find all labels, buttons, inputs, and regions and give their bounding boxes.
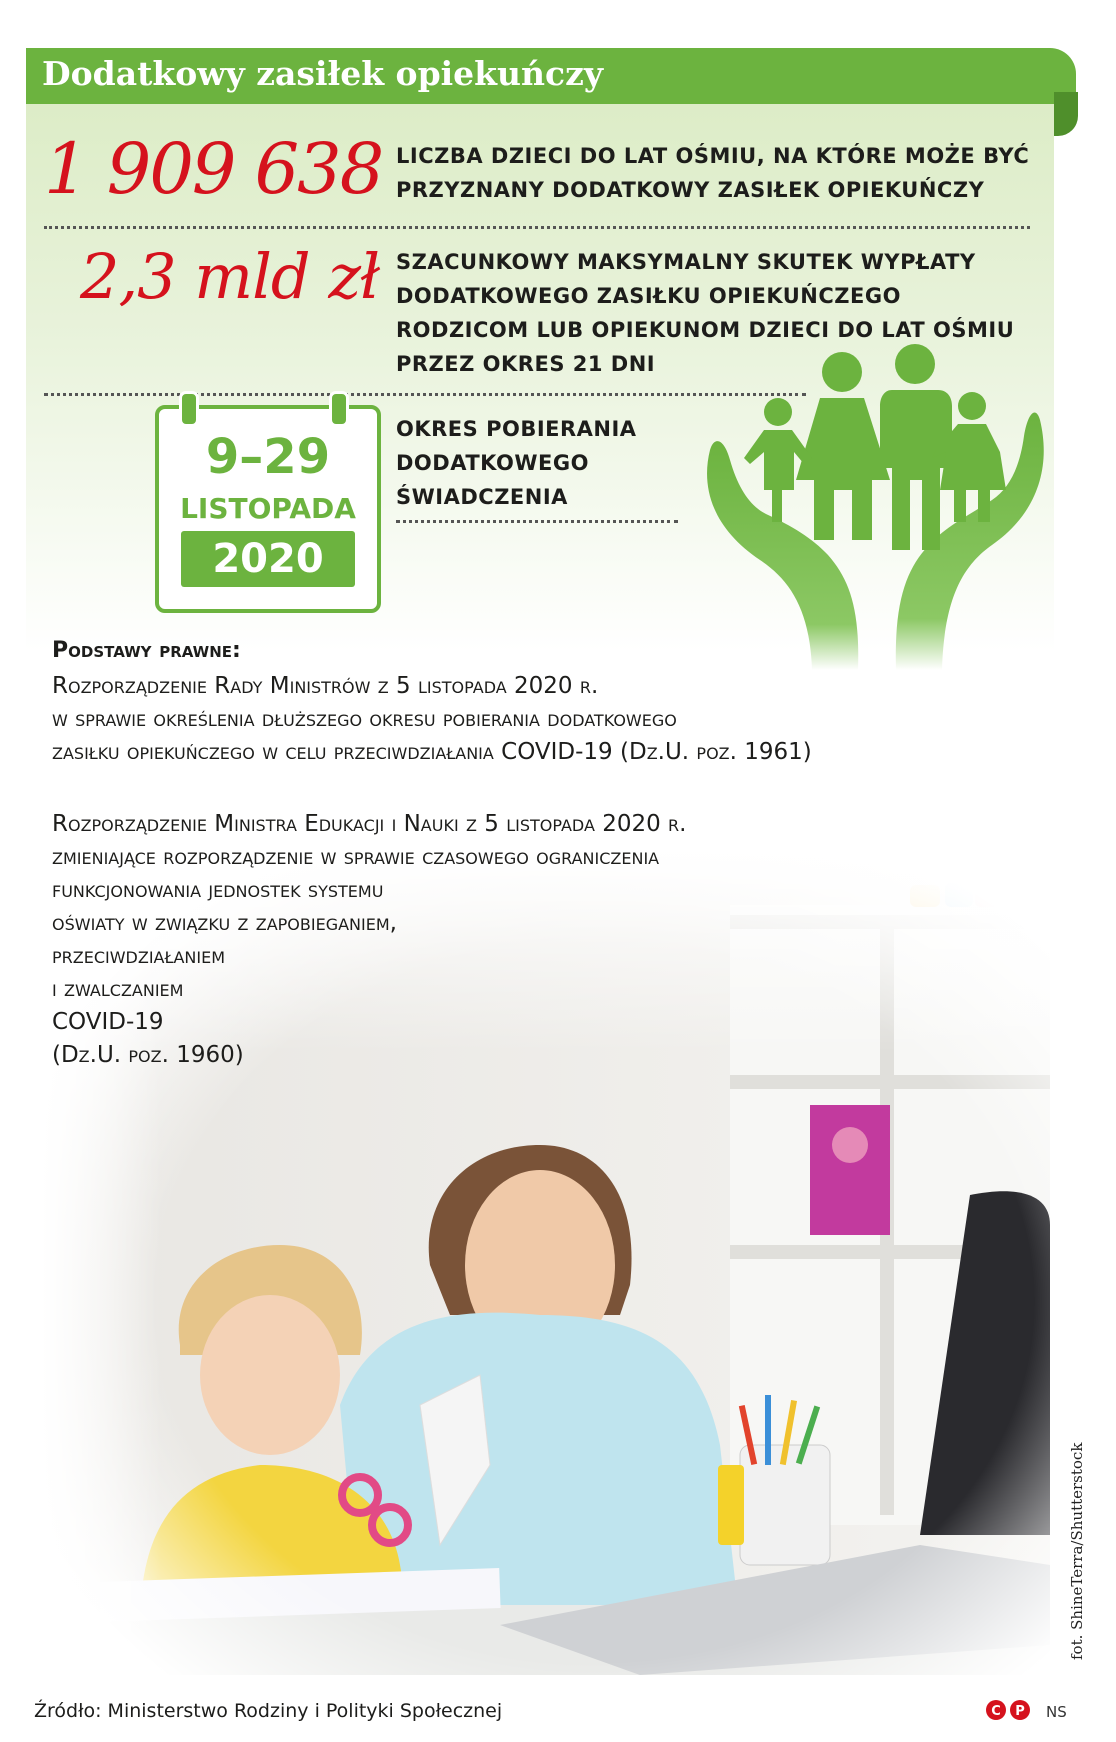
text-line: i zwalczaniem [52, 976, 184, 1002]
title-banner [26, 48, 1076, 104]
text-line: LICZBA DZIECI DO LAT OŚMIU, NA KTÓRE MOŻE BYĆ [396, 144, 1030, 168]
legal-heading: Podstawy prawne: [52, 638, 241, 663]
dotted-divider [396, 520, 678, 523]
text-line: oświaty w związku z zapobieganiem, [52, 910, 397, 936]
family-hands-icon [700, 340, 1050, 680]
svg-text:P: P [1015, 1704, 1025, 1719]
stat-cost-value: 2,3 mld zł [80, 240, 380, 313]
text-line: zmieniające rozporządzenie w sprawie czasowego ograniczenia [52, 844, 660, 870]
dotted-divider [44, 393, 806, 396]
calendar-icon [155, 405, 381, 613]
text-line: Rozporządzenie Rady Ministrów z 5 listopada 2020 r. [52, 673, 599, 699]
text-line: DODATKOWEGO [396, 451, 589, 475]
author-signature: NS [1046, 1703, 1067, 1721]
svg-text:C: C [991, 1704, 1001, 1719]
text-line: Rozporządzenie Ministra Edukacji i Nauki z 5 listopada 2020 r. [52, 811, 687, 837]
text-line: OKRES POBIERANIA [396, 417, 637, 441]
page-title: Dodatkowy zasiłek opiekuńczy [42, 54, 604, 93]
text-line: (Dz.U. poz. 1960) [52, 1042, 244, 1068]
calendar-ring [329, 391, 349, 427]
stat-children-description [396, 139, 1029, 207]
calendar-dates: 9–29 [205, 429, 331, 485]
text-line: ŚWIADCZENIA [396, 485, 568, 509]
text-line: zasiłku opiekuńczego w celu przeciwdziałania COVID-19 (Dz.U. poz. 1961) [52, 739, 812, 765]
publisher-logo-icon [984, 1698, 1050, 1722]
calendar-month: LISTOPADA [180, 492, 356, 525]
text-line: PRZEZ OKRES 21 DNI [396, 352, 656, 376]
text-line: funkcjonowania jednostek systemu [52, 877, 384, 903]
text-line: przeciwdziałaniem [52, 943, 226, 969]
text-line: SZACUNKOWY MAKSYMALNY SKUTEK WYPŁATY [396, 250, 976, 274]
text-line: PRZYZNANY DODATKOWY ZASIŁEK OPIEKUŃCZY [396, 178, 985, 202]
text-line: COVID-19 [52, 1009, 164, 1035]
legal-regulation-1 [52, 670, 812, 769]
text-line: DODATKOWEGO ZASIŁKU OPIEKUŃCZEGO [396, 284, 901, 308]
banner-fold [1054, 92, 1078, 136]
stat-children-count: 1 909 638 [44, 128, 383, 210]
calendar-year: 2020 [181, 531, 355, 587]
photo-credit: fot. ShineTerra/Shutterstock [1068, 1442, 1086, 1660]
calendar-ring [179, 391, 199, 427]
benefit-period-description [396, 412, 637, 514]
text-line: RODZICOM LUB OPIEKUNOM DZIECI DO LAT OŚMIU [396, 318, 1015, 342]
legal-regulation-2 [52, 808, 687, 1072]
dotted-divider [44, 226, 1030, 229]
text-line: w sprawie określenia dłuższego okresu pobierania dodatkowego [52, 706, 677, 732]
source-note: Źródło: Ministerstwo Rodziny i Polityki Społecznej [34, 1700, 503, 1722]
